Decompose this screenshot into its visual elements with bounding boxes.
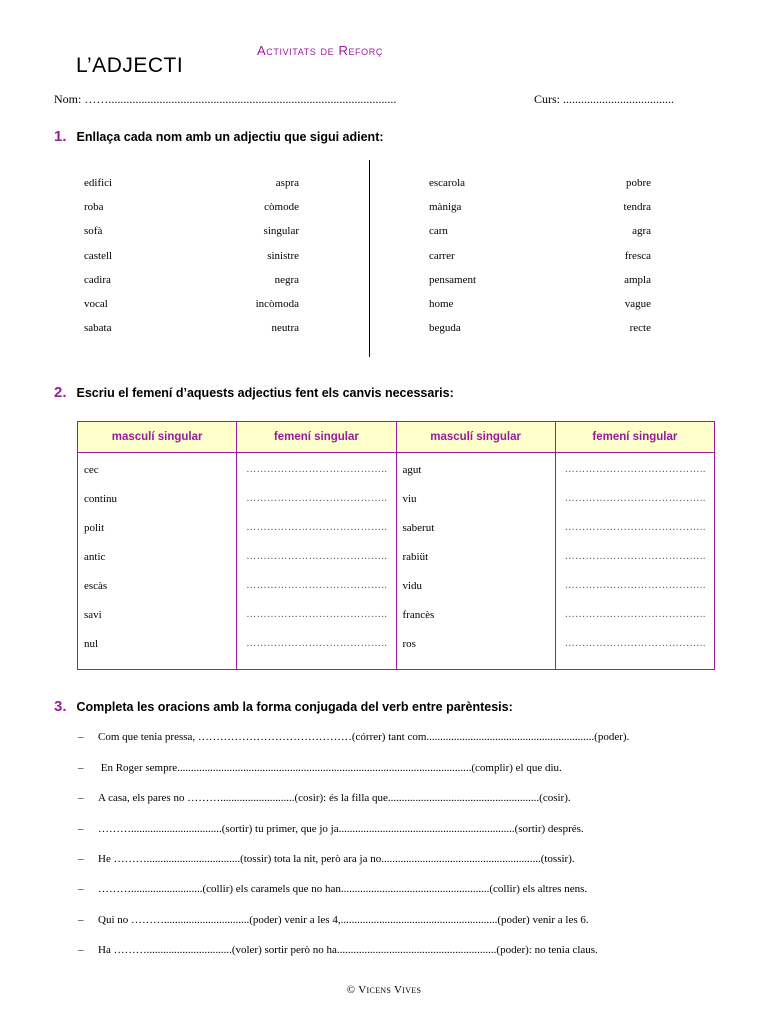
sentence-item[interactable]	[78, 914, 589, 926]
copyright-footer: © Vicens Vives	[346, 984, 422, 996]
section-2-heading	[54, 384, 454, 401]
fem-blank[interactable]: …………………………………..	[564, 638, 706, 649]
s1-noun[interactable]: vocal	[84, 298, 108, 310]
masc-adjective: saberut	[402, 522, 435, 534]
name-field[interactable]: Nom: ……................................................................................................	[54, 92, 397, 106]
s1-noun[interactable]: pensament	[429, 274, 477, 286]
list-dash: –	[78, 792, 84, 804]
sentence-text[interactable]: Qui no ………...............................(poder) venir a les 4,.........................................................(poder) venir a les 6.	[98, 914, 589, 926]
masc-adjective: francès	[402, 609, 435, 621]
sentence-item[interactable]	[78, 792, 571, 804]
list-dash: –	[78, 823, 84, 835]
masc-column	[78, 453, 237, 670]
section-1-heading	[54, 128, 384, 145]
s1-adjective[interactable]: neutra	[271, 322, 299, 334]
s1-adjective[interactable]: ampla	[624, 274, 651, 286]
s1-adjective[interactable]: negra	[274, 274, 299, 286]
masc-adjective: agut	[402, 464, 422, 476]
feminine-table	[77, 421, 715, 670]
masc-adjective: ros	[402, 638, 416, 650]
s1-noun[interactable]: castell	[84, 250, 113, 262]
fem-blank[interactable]: …………………………………..	[564, 580, 706, 591]
s1-noun[interactable]: roba	[84, 201, 104, 213]
list-dash: –	[78, 883, 84, 895]
page-title: L’ADJECTI	[76, 54, 184, 77]
fem-blank[interactable]: …………………………………..	[564, 493, 706, 504]
s1-noun[interactable]: sabata	[84, 322, 112, 334]
sentence-item[interactable]	[78, 823, 584, 835]
s1-noun[interactable]: home	[429, 298, 454, 310]
fem-blank[interactable]: …………………………………..	[246, 464, 388, 475]
sentence-text[interactable]: En Roger sempre...........................................................................................................(complir) el que diu.	[98, 762, 562, 774]
s1-noun[interactable]: carrer	[429, 250, 455, 262]
s1-noun[interactable]: edifici	[84, 177, 113, 189]
fem-column	[237, 453, 396, 670]
masc-adjective: polit	[84, 522, 105, 534]
table-header: femení singular	[555, 422, 714, 453]
s1-noun[interactable]: escarola	[429, 177, 466, 189]
fem-blank[interactable]: …………………………………..	[564, 551, 706, 562]
s1-noun[interactable]: beguda	[429, 322, 461, 334]
sentence-item[interactable]	[78, 853, 575, 865]
s1-adjective[interactable]: tendra	[623, 201, 651, 213]
s1-noun[interactable]: carn	[429, 225, 448, 237]
masc-adjective: continu	[84, 493, 117, 505]
s1-adjective[interactable]: aspra	[275, 177, 299, 189]
section-3-number: 3.	[54, 698, 67, 715]
masc-adjective: viu	[402, 493, 417, 505]
list-dash: –	[78, 914, 84, 926]
s1-noun[interactable]: sofà	[84, 225, 103, 237]
list-dash: –	[78, 731, 84, 743]
sentence-item[interactable]	[78, 883, 587, 895]
section-1-instruction: Enllaça cada nom amb un adjectiu que sigui adient:	[76, 130, 384, 144]
sentence-item[interactable]	[78, 944, 598, 956]
sentence-text[interactable]: ………..........................(collir) els caramels que no han......................................................(collir) els altres nens.	[98, 883, 588, 895]
section-3-instruction: Completa les oracions amb la forma conjugada del verb entre parèntesis:	[76, 700, 513, 714]
fem-blank[interactable]: …………………………………..	[564, 464, 706, 475]
table-header: femení singular	[237, 422, 396, 453]
s1-noun[interactable]: màniga	[429, 201, 462, 213]
sentence-text[interactable]: A casa, els pares no ………...........................(cosir): és la filla que.......................................................(cosir).	[98, 792, 571, 804]
table-header: masculí singular	[396, 422, 555, 453]
fem-blank[interactable]: …………………………………..	[246, 638, 388, 649]
section-2-number: 2.	[54, 384, 67, 401]
sentence-text[interactable]: ……….................................(sortir) tu primer, que jo ja................................................................(sortir) després.	[98, 823, 584, 835]
sentence-text[interactable]: Com que tenia pressa, ……………………………………(córrer) tant com.............................................................(poder).	[98, 731, 630, 743]
fem-blank[interactable]: …………………………………..	[246, 493, 388, 504]
subtitle: Activitats de Reforç	[257, 43, 383, 58]
masc-adjective: cec	[84, 464, 99, 476]
table-header: masculí singular	[78, 422, 237, 453]
sentence-item[interactable]	[78, 762, 562, 774]
section-2-instruction: Escriu el femení d’aquests adjectius fent els canvis necessaris:	[76, 386, 454, 400]
s1-adjective[interactable]: vague	[624, 298, 651, 310]
fem-blank[interactable]: …………………………………..	[564, 609, 706, 620]
sentence-text[interactable]: Ha ………...............................(voler) sortir però no ha..........................................................(poder): no tenia claus.	[98, 944, 598, 956]
list-dash: –	[78, 944, 84, 956]
masc-adjective: rabiüt	[402, 551, 429, 563]
s1-adjective[interactable]: pobre	[625, 177, 651, 189]
section-1-number: 1.	[54, 128, 67, 145]
s1-adjective[interactable]: agra	[632, 225, 651, 237]
masc-column	[396, 453, 555, 670]
fem-column	[555, 453, 714, 670]
s1-adjective[interactable]: incòmoda	[255, 298, 299, 310]
masc-adjective: vidu	[402, 580, 423, 592]
masc-adjective: savi	[84, 609, 102, 621]
s1-adjective[interactable]: singular	[263, 225, 299, 237]
s1-adjective[interactable]: recte	[629, 322, 651, 334]
section-3-heading	[54, 698, 513, 715]
list-dash: –	[78, 762, 84, 774]
masc-adjective: antic	[84, 551, 106, 563]
sentence-item[interactable]	[78, 731, 629, 743]
s1-adjective[interactable]: fresca	[624, 250, 651, 262]
masc-adjective: escàs	[84, 580, 108, 592]
fem-blank[interactable]: …………………………………..	[246, 609, 388, 620]
s1-noun[interactable]: cadira	[84, 274, 111, 286]
s1-adjective[interactable]: sinistre	[267, 250, 299, 262]
course-field[interactable]: Curs: .....................................	[534, 92, 675, 106]
column-divider	[369, 160, 370, 357]
fem-blank[interactable]: …………………………………..	[246, 580, 388, 591]
fem-blank[interactable]: …………………………………..	[564, 522, 706, 533]
list-dash: –	[78, 853, 84, 865]
sentence-text[interactable]: He ………..................................(tossir) tota la nit, però ara ja no..........................................................(tossir).	[98, 853, 575, 865]
s1-adjective[interactable]: còmode	[264, 201, 299, 213]
masc-adjective: nul	[84, 638, 99, 650]
fem-blank[interactable]: …………………………………..	[246, 522, 388, 533]
fem-blank[interactable]: …………………………………..	[246, 551, 388, 562]
